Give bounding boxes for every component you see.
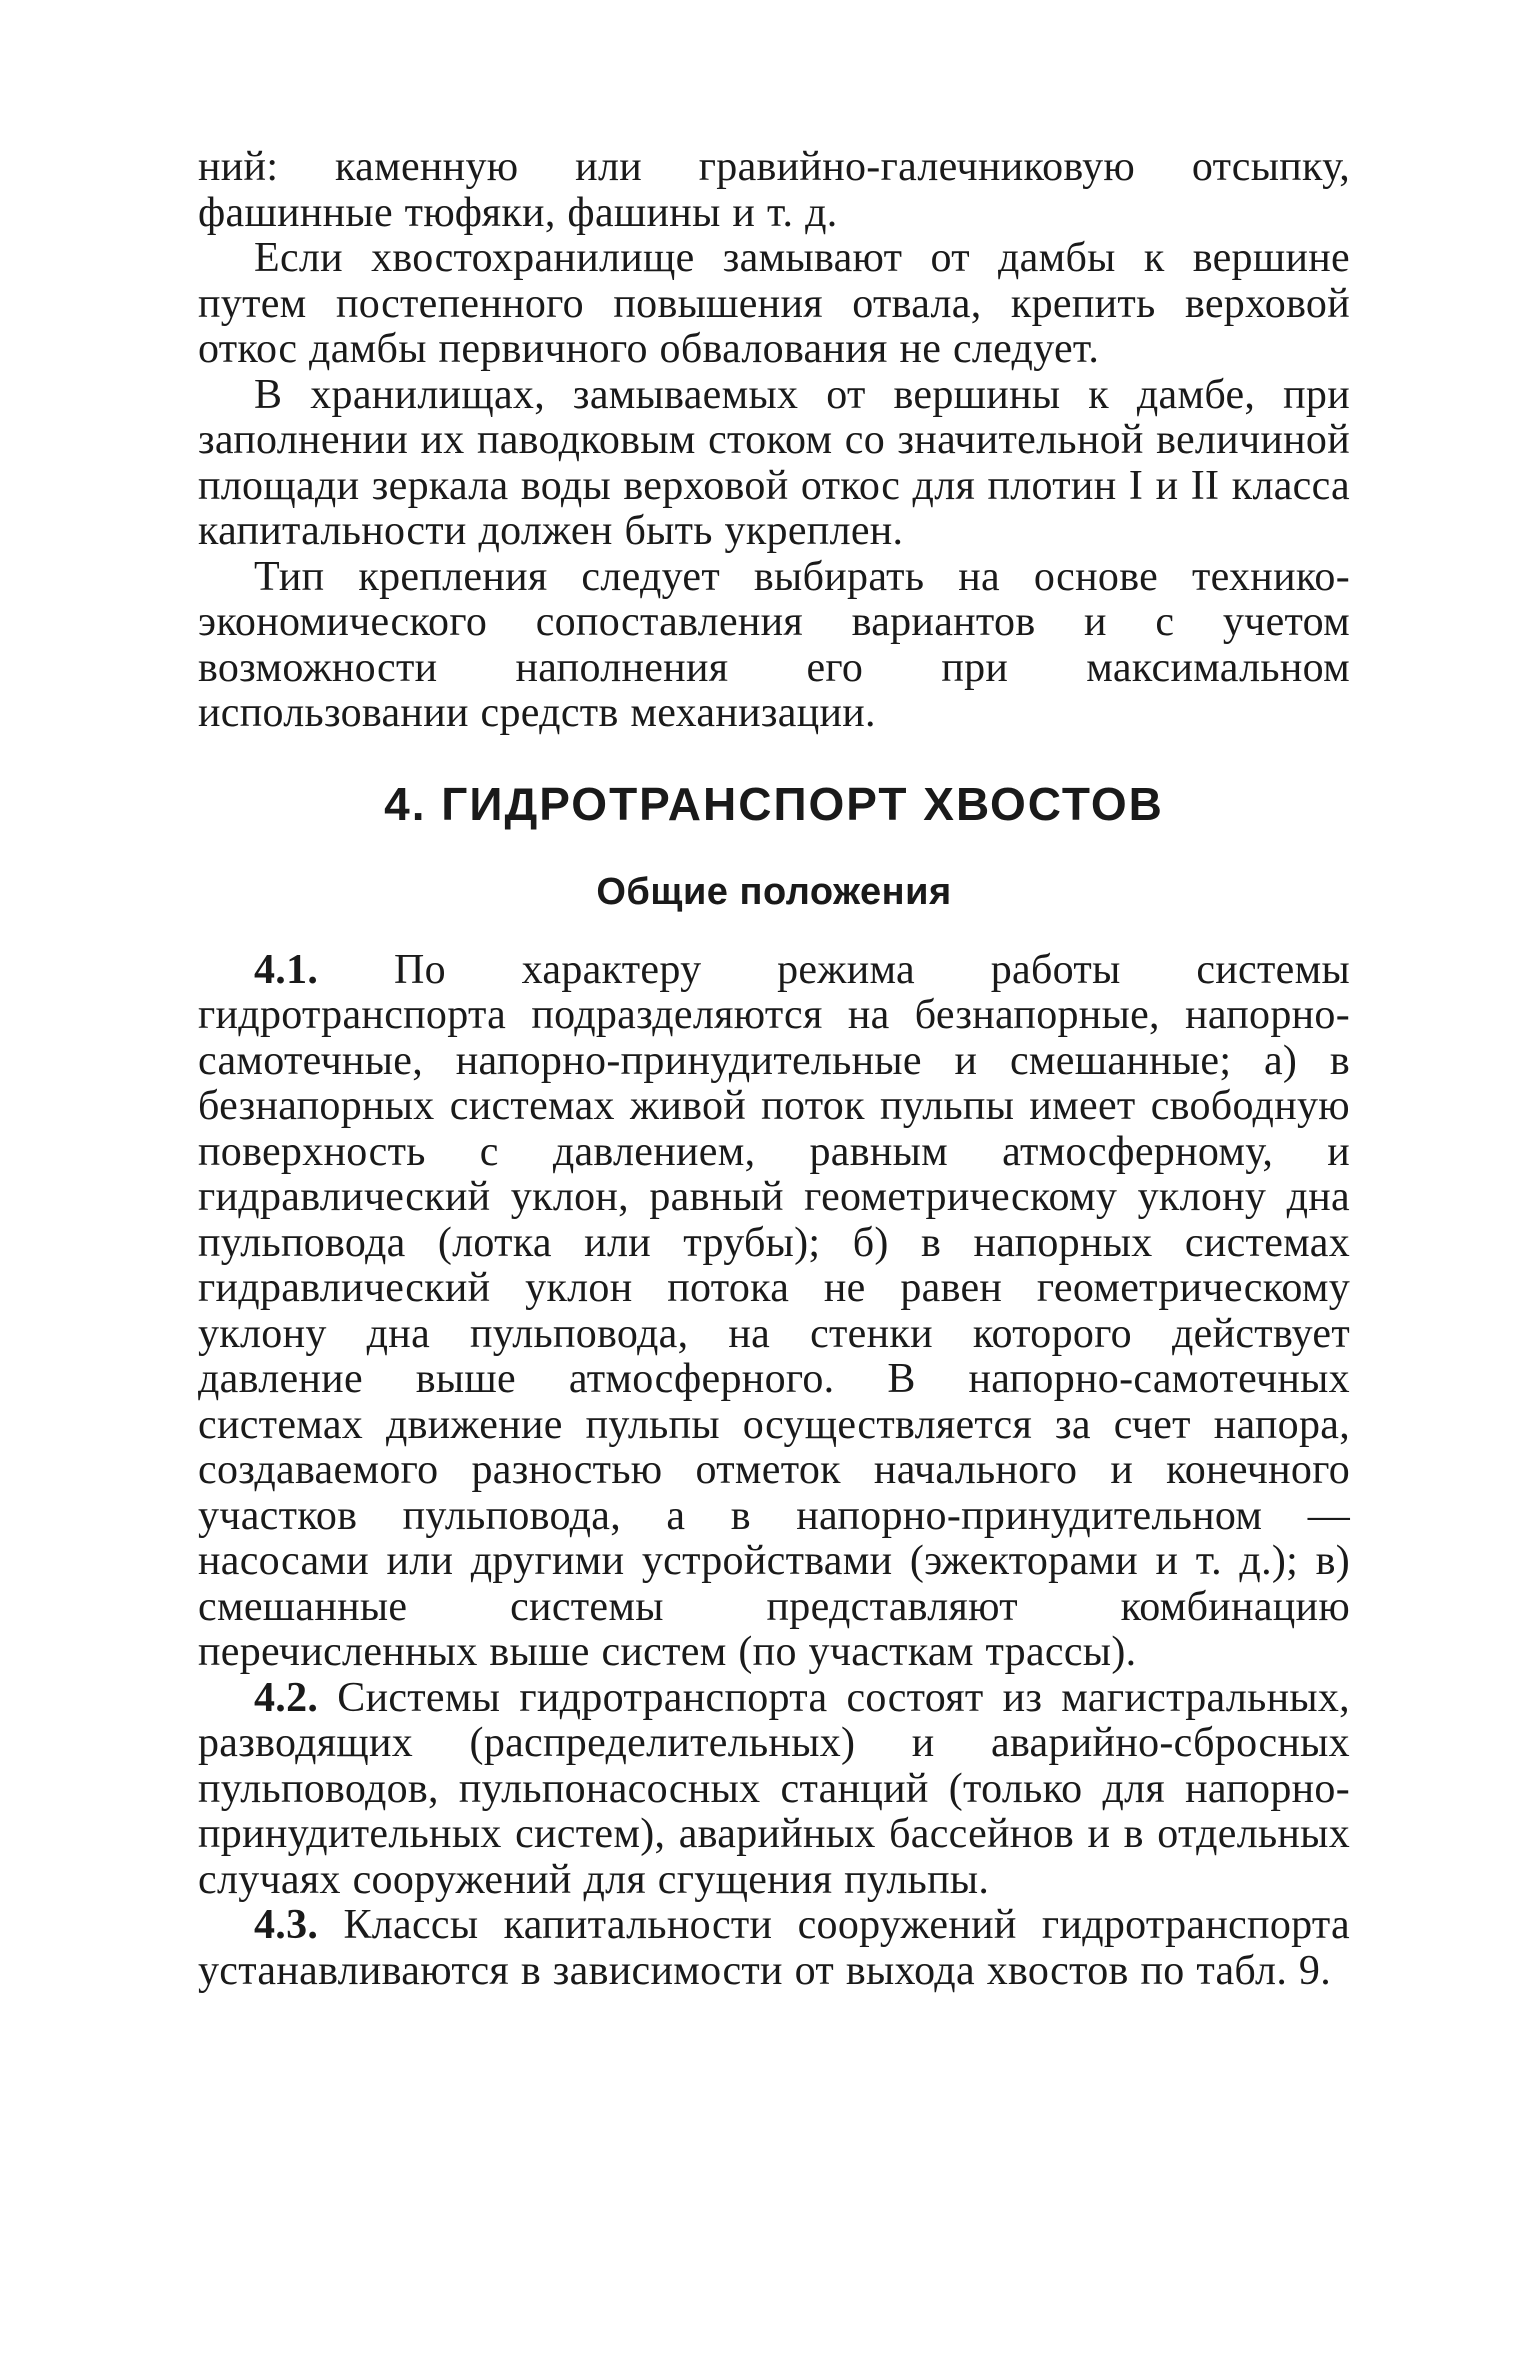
section-title: 4. ГИДРОТРАНСПОРТ ХВОСТОВ: [384, 777, 1164, 830]
subsection-title: Общие положения: [596, 870, 952, 913]
clause-text: По характеру режима работы системы гидротранспорта подразделяются на безнапорные, напорно-самотечные, напорно-принудительные и смешанные; а) в безнапорных системах живой поток пульпы имеет свободную поверхность с давлением, равным атмосферному, и гидравлический уклон, равный геометрическому уклону дна пульповода (лотка или трубы); б) в напорных системах гидравлический уклон потока не равен геометрическому уклону дна пульповода, на стенки которого действует давление выше атмосферного. В напорно-самотечных системах движение пульпы осуществляется за счет напора, создаваемого разностью отметок начального и конечного участков пульповода, а в напорно-принудительном — насосами или другими устройствами (эжекторами и т. д.); в) смешанные системы представляют комбинацию перечисленных выше систем (по участкам трассы).: [198, 946, 1350, 1675]
paragraph-fastening-type: Тип крепления следует выбирать на основе технико-экономического сопоставления вариантов и с учетом возможности наполнения его при максимальном использовании средств механизации.: [198, 553, 1350, 736]
paragraph-storage-filling: В хранилищах, замываемых от вершины к дамбе, при заполнении их паводковым стоком со значительной величиной площади зеркала воды верховой откос для плотин I и II класса капитальности должен быть укреплен.: [198, 371, 1350, 554]
clause-number: 4.1.: [254, 946, 319, 993]
paragraph-continuation: ний: каменную или гравийно-галечниковую отсыпку, фашинные тюфяки, фашины и т. д.: [198, 144, 1350, 236]
clause-4-2: [198, 1676, 1350, 1904]
clause-text: Системы гидротранспорта состоят из магистральных, разводящих (распределительных) и аварийно-сбросных пульповодов, пульпонасосных станций (только для напорно-принудительных систем), аварийных бассейнов и в отдельных случаях сооружений для сгущения пульпы.: [198, 1674, 1350, 1903]
clause-4-1: [198, 948, 1350, 1676]
clause-number: 4.2.: [254, 1674, 319, 1721]
document-page: [198, 145, 1350, 1994]
clause-number: 4.3.: [254, 1902, 319, 1948]
clause-4-3: [198, 1903, 1350, 1994]
paragraph-upstream-slope: Если хвостохранилище замывают от дамбы к вершине путем постепенного повышения отвала, крепить верховой откос дамбы первичного обвалования не следует.: [198, 235, 1350, 372]
clause-text: Классы капитальности сооружений гидротранспорта устанавливаются в зависимости от выхода хвостов по табл. 9.: [198, 1902, 1350, 1994]
